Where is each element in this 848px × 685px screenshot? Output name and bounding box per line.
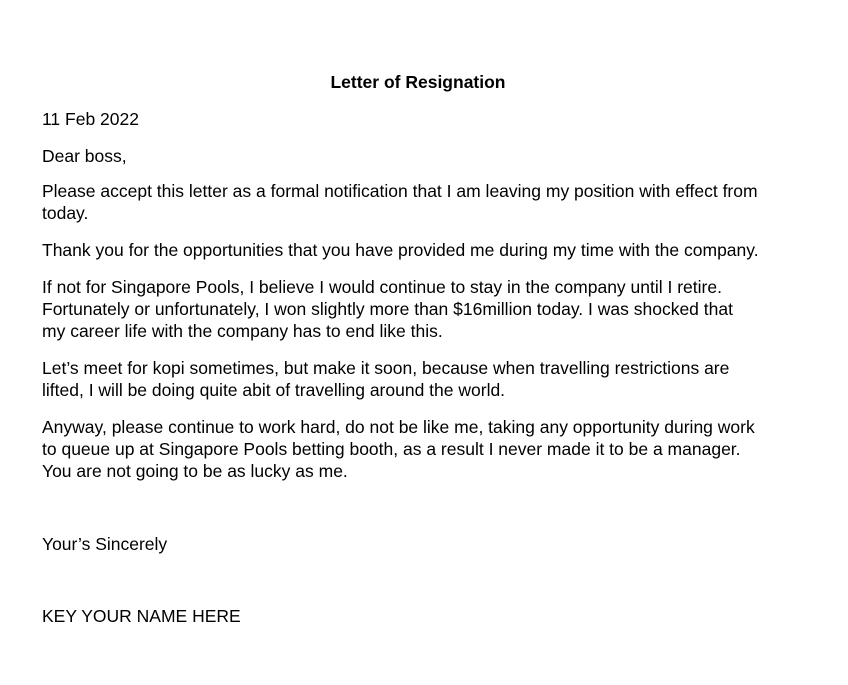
paragraph-advice: Anyway, please continue to work hard, do not be like me, taking any opportunity during work to queue up at Singapore Pools betting booth, as a result I never made it to be a manager. You are not going to be as lucky as me. [42,417,755,481]
letter-signature: KEY YOUR NAME HERE [42,606,241,626]
letter-closing: Your’s Sincerely [42,534,168,554]
paragraph-thanks: Thank you for the opportunities that you have provided me during my time with the company. [42,240,759,260]
letter-date: 11 Feb 2022 [42,109,139,129]
paragraph-lottery: If not for Singapore Pools, I believe I would continue to stay in the company until I retire. Fortunately or unfortunately, I won slightly more than $16million today. I was shocked that my career life with the company has to end like this. [42,277,733,341]
paragraph-kopi: Let’s meet for kopi sometimes, but make it soon, because when travelling restrictions are lifted, I will be doing quite abit of travelling around the world. [42,358,730,400]
letter-salutation: Dear boss, [42,146,127,166]
letter-title: Letter of Resignation [330,72,506,92]
paragraph-notification: Please accept this letter as a formal notification that I am leaving my position with effect from today. [42,181,758,223]
